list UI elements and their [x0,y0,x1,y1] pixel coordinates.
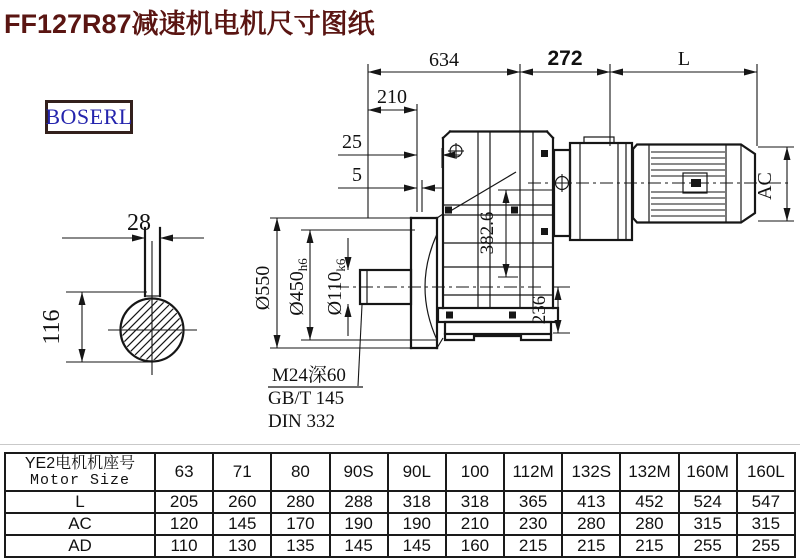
dimension-value: 413 [562,491,620,513]
dim-dia450h6: $Ø450_{h6}$ [286,258,310,316]
thread-note [268,364,363,432]
dim-dia550: Ø550 [252,265,274,311]
dimension-table [4,452,796,558]
dimension-table-body [5,453,795,557]
table-row-L [5,491,795,513]
dim-272: 272 [547,47,583,70]
bolt-icon [509,312,516,319]
dimension-value: 255 [679,535,737,557]
dimension-value: 318 [446,491,504,513]
input-flange-block [554,150,570,236]
dimension-value: 365 [504,491,562,513]
housing-bolt-icon [448,143,464,159]
dimension-value: 215 [620,535,678,557]
dimension-value: 190 [330,513,388,535]
motor-size-header-en: Motor Size [29,471,130,489]
dimension-value: 288 [330,491,388,513]
dimension-value: 260 [213,491,271,513]
dimension-value: 318 [388,491,446,513]
frame-size-column: 132M [620,453,678,491]
dimension-value: 280 [271,491,329,513]
motor-size-header-cn: YE2电机机座号 [24,454,136,472]
dim-AC: AC [754,172,776,200]
table-header-row [5,453,795,491]
bolt-icon [511,207,518,214]
motor-size-header [5,453,155,491]
dimension-value: 547 [737,491,795,513]
dimension-value: 145 [213,513,271,535]
bolt-icon [446,312,453,319]
dimension-value: 280 [562,513,620,535]
dimension-value: 315 [737,513,795,535]
thread-leader-line [358,305,362,386]
bolt-icon [541,228,548,235]
motor-adapter [570,143,632,240]
bolt-icon [445,207,452,214]
dimension-value: 215 [562,535,620,557]
dim-28: 28 [127,210,151,236]
shaft-section-detail [39,210,218,375]
dimension-value: 145 [330,535,388,557]
dimension-value: 230 [504,513,562,535]
dimension-value: 190 [388,513,446,535]
dimension-value: 120 [155,513,213,535]
brand-logo-text: BOSERL [45,104,133,129]
frame-size-column: 90S [330,453,388,491]
dim-210: 210 [377,86,407,108]
frame-size-column: 160L [737,453,795,491]
dim-25: 25 [342,131,362,153]
dim-dia110k6: $Ø110_{k6}$ [324,258,348,316]
row-label: AD [5,535,155,557]
frame-size-column: 100 [446,453,504,491]
table-row-AC [5,513,795,535]
dimension-value: 452 [620,491,678,513]
frame-size-column: 112M [504,453,562,491]
motor-cooling-fins [651,152,725,216]
frame-size-column: 132S [562,453,620,491]
dimension-value: 210 [446,513,504,535]
motor-assembly [528,137,792,240]
dimension-value: 160 [446,535,504,557]
standard-gbt: GB/T 145 [268,388,345,409]
dimension-value: 170 [271,513,329,535]
page-title: FF127R87减速机电机尺寸图纸 [4,9,375,39]
dimension-value: 215 [504,535,562,557]
dimension-value: 205 [155,491,213,513]
output-flange-shaft [336,211,545,386]
dim-L: L [677,48,691,70]
dim-5: 5 [352,164,362,186]
frame-size-column: 90L [388,453,446,491]
dimension-value: 110 [155,535,213,557]
standard-din: DIN 332 [268,411,336,432]
dimension-value: 255 [737,535,795,557]
dimension-value: 280 [620,513,678,535]
dimension-value: 145 [388,535,446,557]
thread-spec: M24深60 [272,365,346,386]
dimension-value: 315 [679,513,737,535]
bolt-icon [541,150,548,157]
dimension-value: 130 [213,535,271,557]
dim-236: 236 [529,295,550,325]
row-label: L [5,491,155,513]
drawing-table-divider [0,444,800,445]
dimension-value: 135 [271,535,329,557]
frame-size-column: 160M [679,453,737,491]
dim-382-6: 382.6 [477,211,498,255]
dim-116: 116 [39,309,65,345]
frame-size-column: 80 [271,453,329,491]
dimension-value: 524 [679,491,737,513]
dim-634: 634 [429,49,459,71]
row-label: AC [5,513,155,535]
frame-size-column: 71 [213,453,271,491]
frame-size-column: 63 [155,453,213,491]
